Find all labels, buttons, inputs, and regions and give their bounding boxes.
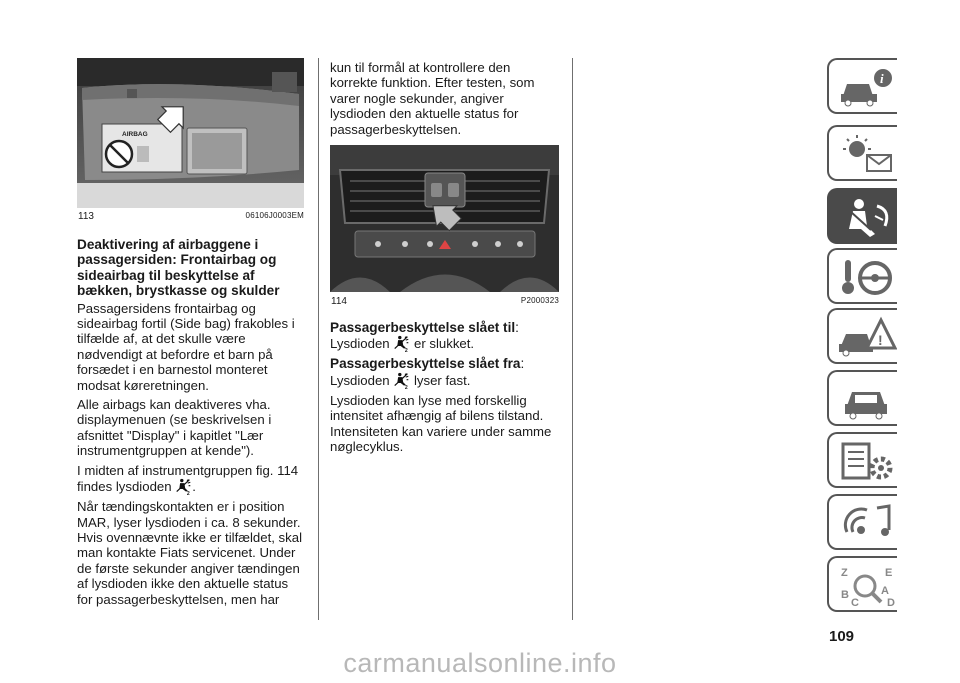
passenger-airbag-off-icon bbox=[175, 478, 192, 495]
section-1-paragraph-4: Når tændingskontakten er i position MAR, lyser lysdioden i ca. 8 sekunder. Hvis ovennævnte ikke er tilfældet, skal man kontakte Fiats servicenet. Under de første sekunder angiver tændingen af lysdioden ikke den aktuelle status for passagerbeskyttelsen, men har bbox=[77, 499, 303, 607]
svg-text:Z: Z bbox=[841, 567, 848, 579]
svg-text:E: E bbox=[885, 567, 893, 579]
watermark: carmanualsonline.info bbox=[343, 648, 617, 678]
svg-text:2: 2 bbox=[187, 491, 190, 496]
seat-airbag-icon bbox=[837, 196, 897, 240]
section-1-paragraph-3-end: . bbox=[192, 479, 196, 495]
svg-text:D: D bbox=[887, 597, 895, 608]
tab-seat-airbag[interactable] bbox=[827, 188, 897, 244]
tab-car-service[interactable] bbox=[827, 370, 897, 426]
figure-114-label: 114 bbox=[331, 296, 347, 307]
figure-113-label: 113 bbox=[78, 211, 94, 222]
section-2-intro: kun til formål at kontrollere den korrekte funktion. Efter testen, som varer nogle sekunder, angiver lysdioden den aktuelle status for passagerbeskyttelsen. bbox=[330, 60, 535, 137]
car-service-icon bbox=[837, 378, 897, 422]
section-2-paragraph-end: Lysdioden kan lyse med forskellig intensitet afhængig af bilens tilstand. Intensiteten kan variere under samme nøglecyklus. bbox=[330, 392, 552, 455]
specifications-icon bbox=[837, 440, 897, 484]
section-1-paragraph-3-text: I midten af instrumentgruppen fig. 114 findes lysdioden bbox=[77, 462, 299, 495]
figure-113-caption bbox=[78, 211, 304, 223]
status-off-line: Lysdioden 2 lyser fast. bbox=[330, 372, 471, 389]
key-steering-icon bbox=[837, 256, 897, 300]
car-emergency-icon bbox=[837, 316, 897, 360]
index-icon bbox=[837, 564, 897, 608]
svg-text:2: 2 bbox=[405, 348, 409, 353]
column-divider-1 bbox=[318, 58, 319, 620]
section-1-paragraph-1: Passagersidens frontairbag og sideairbag fortil (Side bag) frakobles i tilfælde af, at det skulle være nødvendigt at befordre et barn på forsædet i en barnestol monteret modsat køreretningen. bbox=[77, 300, 295, 393]
car-info-icon bbox=[837, 66, 897, 110]
figure-114-image bbox=[330, 145, 559, 292]
section-1-paragraph-2: Alle airbags kan deaktiveres vha. displaymenuen (se beskrivelsen i afsnittet "Display" i kapitlet "Lær instrumentgruppen at kende"). bbox=[77, 397, 272, 459]
column-2-text bbox=[330, 320, 560, 458]
tab-car-emergency[interactable] bbox=[827, 308, 897, 364]
column-divider-2 bbox=[572, 58, 573, 620]
figure-113-image bbox=[77, 58, 304, 208]
status-on-line: Lysdioden 2 er slukket. bbox=[330, 336, 475, 353]
column-2-intro bbox=[330, 60, 560, 141]
passenger-airbag-off-icon bbox=[393, 335, 410, 352]
airbag-sticker-text: AIRBAG bbox=[122, 131, 148, 138]
tab-specifications[interactable] bbox=[827, 432, 897, 488]
warning-lights-icon bbox=[837, 133, 897, 177]
passenger-airbag-off-icon bbox=[393, 372, 410, 389]
column-1 bbox=[77, 237, 307, 611]
svg-text:A: A bbox=[881, 585, 889, 597]
tab-index[interactable] bbox=[827, 556, 897, 612]
svg-text:C: C bbox=[851, 597, 859, 608]
tab-car-info[interactable] bbox=[827, 58, 897, 114]
svg-text:2: 2 bbox=[405, 384, 409, 389]
figure-113-code: 06106J0003EM bbox=[245, 211, 304, 220]
figure-114-code: P2000323 bbox=[520, 296, 559, 305]
svg-text:i: i bbox=[880, 71, 884, 86]
heading-protection-off: Passagerbeskyttelse slået fra: bbox=[330, 356, 525, 372]
section-1-title: Deaktivering af airbaggene i passagersiden: Frontairbag og sideairbag til beskyttelse af bækken, brystkasse og skulder bbox=[77, 237, 280, 299]
section-1-paragraph-3 bbox=[77, 463, 307, 495]
figure-114-caption bbox=[331, 296, 559, 308]
tab-warning-lights[interactable] bbox=[827, 125, 897, 181]
tab-key-steering[interactable] bbox=[827, 248, 897, 304]
page-number: 109 bbox=[829, 628, 855, 645]
svg-text:!: ! bbox=[878, 332, 883, 348]
multimedia-icon bbox=[837, 502, 897, 546]
svg-text:B: B bbox=[841, 589, 849, 601]
tab-multimedia[interactable] bbox=[827, 494, 897, 550]
heading-protection-on: Passagerbeskyttelse slået til: bbox=[330, 320, 519, 335]
